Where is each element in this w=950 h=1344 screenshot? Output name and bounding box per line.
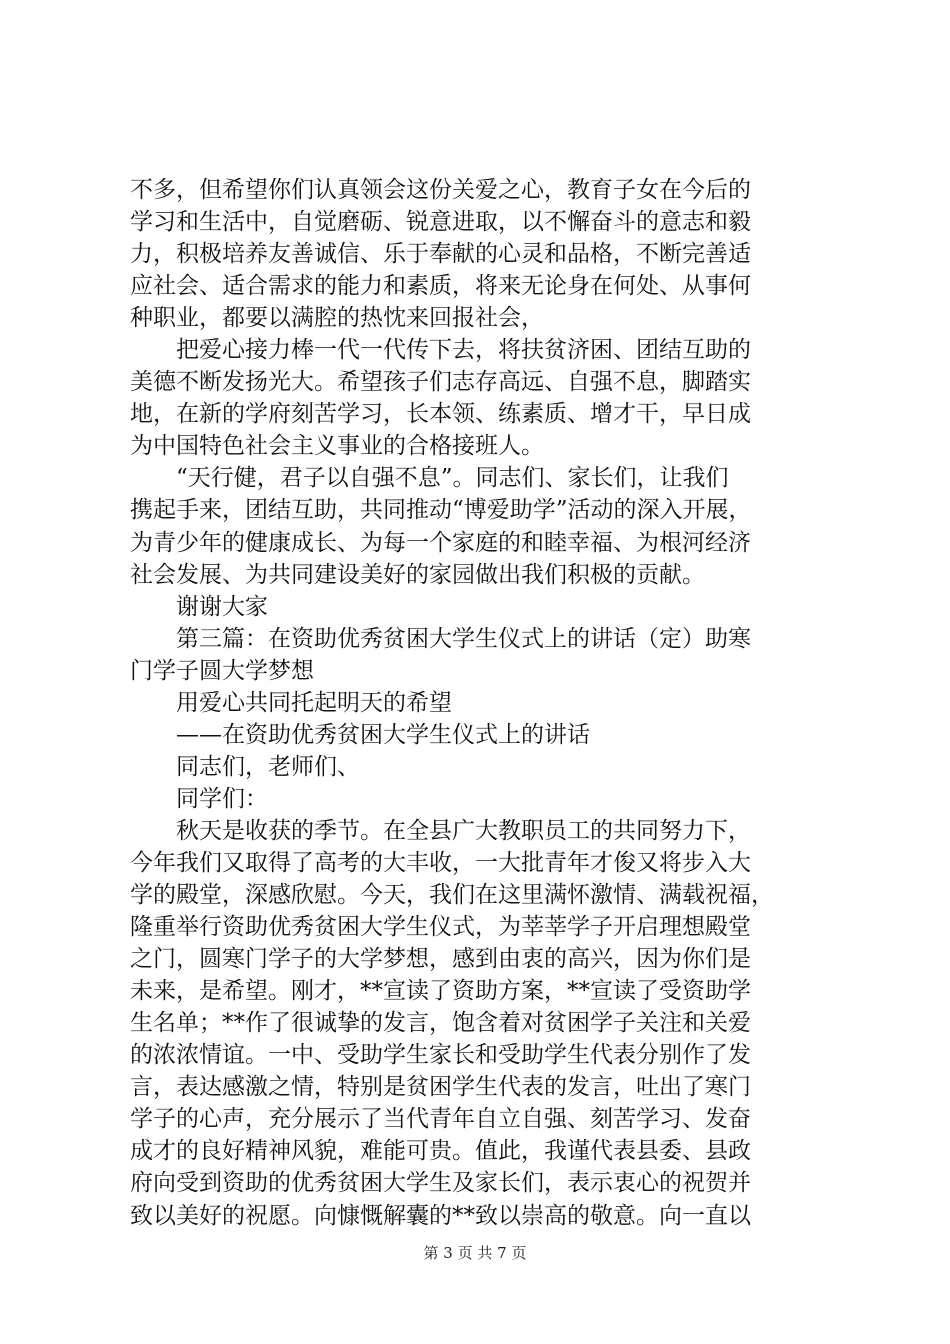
section-title-line: 第三篇：在资助优秀贫困大学生仪式上的讲话（定）助寒 [130,625,751,652]
text-line: 的浓浓情谊。一中、受助学生家长和受助学生代表分别作了发 [130,1042,751,1069]
section-title-line: 门学子圆大学梦想 [130,657,314,684]
salutation-line: 同学们： [130,785,268,812]
text-line: 未来，是希望。刚才，**宣读了资助方案，**宣读了受资助学 [130,978,751,1005]
text-line: 携起手来，团结互助，共同推动“博爱助学”活动的深入开展， [130,497,752,524]
text-line: 之门，圆寒门学子的大学梦想，感到由衷的高兴，因为你们是 [130,946,751,973]
text-line: 谢谢大家 [130,593,268,620]
speech-subtitle: ——在资助优秀贫困大学生仪式上的讲话 [130,721,590,748]
speech-title: 用爱心共同托起明天的希望 [130,689,452,716]
text-line: 成才的良好精神风貌，难能可贵。值此，我谨代表县委、县政 [130,1138,751,1165]
text-line: 应社会、适合需求的能力和素质，将来无论身在何处、从事何 [130,273,751,300]
text-line: 种职业，都要以满腔的热忱来回报社会， [130,305,544,332]
text-line: 言，表达感激之情，特别是贫困学生代表的发言，吐出了寒门 [130,1074,751,1101]
text-line: 致以美好的祝愿。向慷慨解囊的**致以崇高的敬意。向一直以 [130,1202,751,1229]
text-line: 学子的心声，充分展示了当代青年自立自强、刻苦学习、发奋 [130,1106,751,1133]
text-line: 今年我们又取得了高考的大丰收，一大批青年才俊又将步入大 [130,849,751,876]
text-line: “天行健，君子以自强不息”。同志们、家长们，让我们 [130,465,729,492]
text-line: 把爱心接力棒一代一代传下去，将扶贫济困、团结互助的 [130,337,751,364]
text-line: 美德不断发扬光大。希望孩子们志存高远、自强不息，脚踏实 [130,369,751,396]
text-line: 不多，但希望你们认真领会这份关爱之心，教育子女在今后的 [130,177,751,203]
text-line: 府向受到资助的优秀贫困大学生及家长们，表示衷心的祝贺并 [130,1170,751,1197]
page-number-footer: 第 3 页 共 7 页 [423,1244,527,1262]
text-line: 秋天是收获的季节。在全县广大教职员工的共同努力下， [130,817,751,844]
text-line: 生名单；**作了很诚挚的发言，饱含着对贫困学子关注和关爱 [130,1010,751,1037]
text-line: 学习和生活中，自觉磨砺、锐意进取，以不懈奋斗的意志和毅 [130,209,751,236]
text-line: 力，积极培养友善诚信、乐于奉献的心灵和品格，不断完善适 [130,241,751,268]
salutation-line: 同志们，老师们、 [130,753,360,780]
text-line: 社会发展、为共同建设美好的家园做出我们积极的贡献。 [130,561,705,588]
text-line: 地，在新的学府刻苦学习，长本领、练素质、增才干，早日成 [130,401,751,428]
text-line: 为青少年的健康成长、为每一个家庭的和睦幸福、为根河经济 [130,529,751,556]
text-line: 隆重举行资助优秀贫困大学生仪式，为莘莘学子开启理想殿堂 [130,914,751,941]
text-line: 为中国特色社会主义事业的合格接班人。 [130,433,544,460]
body-text [130,174,830,1232]
text-line: 学的殿堂，深感欣慰。今天，我们在这里满怀激情、满载祝福， [130,882,774,909]
